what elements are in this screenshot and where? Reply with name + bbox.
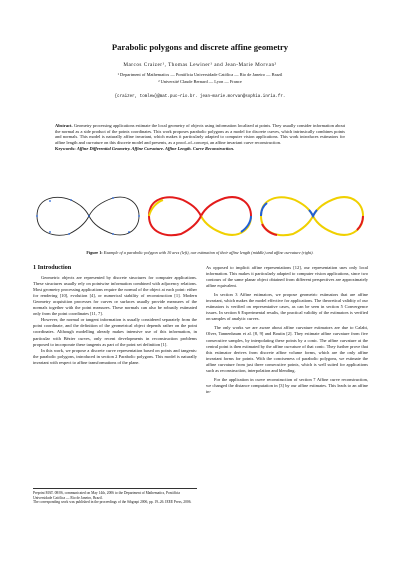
author-emails: {craizer, tomlew}@mat.puc−rio.br. jean−marie.morvan@sophia.inria.fr.	[114, 95, 286, 99]
keywords-list: Affine Differential Geometry. Affine Curvature. Affine Length. Curve Reconstruction.	[76, 145, 235, 151]
abstract	[55, 123, 345, 151]
figure-middle-affine-length	[149, 197, 251, 235]
abstract-text: Geometry processing applications estimate the local geometry of objects using information localized at points. They usually consider information about the normal as a side product of the points coordinates. This work proposes parabolic polygons as a model for discrete curves, which intrinsically combines points and normals. This model is naturally affine invariant, which makes it particularly adapted to computer vision applications. This work introduces estimators for affine length and curvature on this discrete model and presents, as a proof–of–concept, an affine invariant curve reconstruction.	[55, 123, 346, 145]
footnote	[33, 488, 197, 505]
right-paragraph-1: As opposed to implicit affine representations [12], our representation uses only local information. This makes it particularly adapted to computer vision applications, since two contours of the same planar object obtained from different perspectives are approximately affine equivalent.	[206, 265, 368, 289]
figure-left-parabolic-polygon	[36, 197, 140, 235]
figure-caption-text: Example of a parabolic polygon with 10 arcs (left), our estimation of their affine length (middle) and affine curvature (right).	[103, 250, 314, 255]
keywords-label: Keywords:	[55, 145, 76, 151]
footnote-line-2: The corresponding work was published in the proceedings of the Sibgrapi 2006, pp. 19–26. IEEE Press, 2006.	[33, 500, 192, 505]
left-paragraph-3: In this work, we propose a discrete curve representation based on points and tangents: the parabolic polygons, introduced in section 2 Parabolic polygons. This model is naturally invariant with respect to affine transformations of the plane.	[33, 347, 197, 365]
right-paragraph-3: The only works we are aware about affine curvature estimators are due to Calabi, Olver, Tannenbaum et al. [8, 9] and Boutin [2]. They estimate affine curvature from five consecutive samples, by interpolating these points by a conic. The affine curvature at the central point is then estimated by the affine curvature of that conic. They further prove that this estimator derives from discrete affine volume forms, which are the only affine invariant forms for points. With the conciseness of parabolic polygons, we estimate the affine curvature from just three consecutive points, which is well suited for applications such as reconstruction, interpolation and blending.	[206, 325, 368, 373]
figure-caption-label: Figure 1:	[86, 250, 103, 255]
paper-title: Parabolic polygons and discrete affine geometry	[111, 42, 289, 52]
right-column	[206, 265, 368, 395]
left-paragraph-2: However, the normal or tangent information is usually considered separately from the point coordinate, and the definition of the geometrical object depends rather on the point coordinates. Although modelling already makes intensive use of this information, in particular with Bézier curves, only recent developments in reconstruction problems proposed to incorporate these tangents as part of the point set definition [1].	[33, 317, 197, 347]
section-heading-introduction: 1 Introduction	[33, 264, 72, 271]
footnote-line-1: Preprint MAT. 08/06, communicated on May 14th, 2006 to the Department of Mathematics, Pontifícia Universidade Católica — Rio de Janeiro, Brazil.	[33, 491, 180, 500]
right-paragraph-2: In section 3 Affine estimators, we propose geometric estimators that are affine invariant, which makes the model effective for applications. The theoretical validity of our estimators is verified on representative cases, as can be seen in section 5 Convergence issues. In section 6 Experimental results, the practical validity of the estimators is verified on samples of analytic curves.	[206, 292, 368, 322]
affiliation-1: ¹ Department of Mathematics — Pontifícia Universidade Católica — Rio de Janeiro — Brazil	[117, 72, 283, 77]
figure-caption	[28, 250, 372, 255]
figure-1	[33, 192, 367, 240]
affiliation-2: ² Université Claude Bernard — Lyon — France	[158, 79, 242, 84]
left-column	[33, 265, 197, 366]
keywords	[55, 146, 345, 152]
figure-right-affine-curvature	[261, 197, 363, 235]
abstract-label: Abstract.	[55, 123, 73, 128]
right-paragraph-4: For the application in curve reconstruction of section 7 Affine curve reconstruction, we changed the distance computation in [3] by our affine estimates. This leads to an affine in-	[206, 376, 368, 394]
paper-authors: Marcos Craizer¹, Thomas Lewiner¹ and Jean-Marie Morvan²	[123, 62, 277, 68]
left-paragraph-1: Geometric objects are represented by discrete structures for computer applications. These structures usually rely on pointwise information combined with adjacency relations. Most geometry processing applications require the normal of the object at each point: either for rendering [10], evolution [4], or numerical stability of reconstruction [1]. Modern Geometry acquisition processes for curves or surfaces usually provide measures of the normals together with the point measures. These normals can also be robustly estimated only from the point coordinates [11, 7].	[33, 275, 197, 317]
